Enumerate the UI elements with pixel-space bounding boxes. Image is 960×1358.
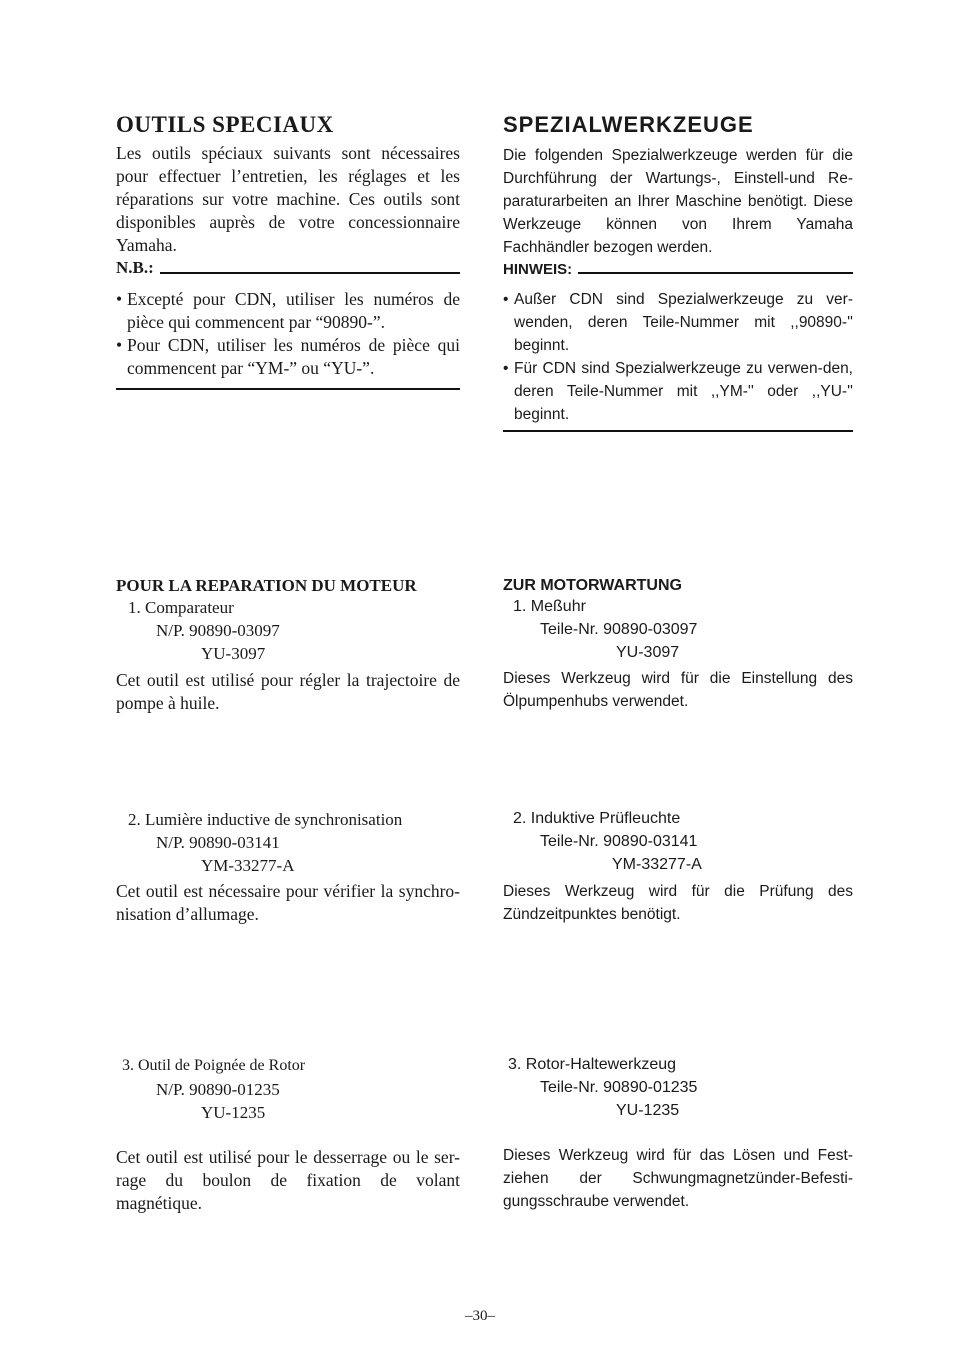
fr-page-title: OUTILS SPECIAUX (116, 112, 334, 137)
fr-intro-paragraph: Les outils spéciaux suivants sont nécessaires pour effectuer l’entretien, les réglages et les réparations sur votre machine. Ces outils sont disponibles auprès de votre concessionnaire Yamaha. (116, 143, 460, 255)
de-tool-name: 1. Meßuhr (513, 598, 586, 615)
de-note-item: • Für CDN sind Spezialwerkzeuge zu verwen-den, deren Teile-Nummer mit ,,YM-'' oder ,,YU-'' beginnt. (503, 357, 853, 426)
de-tool-description: Dieses Werkzeug wird für die Einstellung des Ölpumpenhubs verwendet. (503, 670, 853, 710)
fr-section-title: POUR LA REPARATION DU MOTEUR (116, 576, 417, 595)
fr-tool-alt-number: YU-1235 (201, 1103, 266, 1122)
de-tool-description: Dieses Werkzeug wird für die Prüfung des Zündzeitpunktes benötigt. (503, 883, 853, 923)
de-tool-name: 2. Induktive Prüfleuchte (513, 810, 681, 827)
fr-note-label: N.B.: (116, 258, 154, 277)
de-tool-alt-number: YU-1235 (616, 1102, 680, 1119)
de-intro-paragraph: Die folgenden Spezialwerkzeuge werden für die Durchführung der Wartungs-, Einstell-und Re-paraturarbeiten an Ihrer Maschine benötigt. Diese Werkzeuge können von Ihrem Yamaha Fachhändler bezogen werden. (503, 147, 853, 256)
fr-note-item: • Excepté pour CDN, utiliser les numéros de pièce qui commencent par “90890-”. (116, 288, 460, 334)
fr-tool-part-number: N/P. 90890-03097 (156, 621, 280, 640)
fr-tool-alt-number: YM-33277-A (201, 856, 295, 875)
de-note-item: • Außer CDN sind Spezialwerkzeuge zu ver-wenden, deren Teile-Nummer mit ,,90890-'' beginnt. (503, 288, 853, 357)
fr-tool-alt-number: YU-3097 (201, 644, 266, 663)
de-note-list (503, 288, 853, 426)
de-tool-part-number: Teile-Nr. 90890-03097 (540, 621, 698, 638)
fr-tool-name: 1. Comparateur (128, 598, 234, 617)
de-note-end-rule (503, 430, 853, 432)
fr-tool-description: Cet outil est utilisé pour régler la trajectoire de pompe à huile. (116, 670, 460, 713)
fr-tool-description: Cet outil est nécessaire pour vérifier la synchro-nisation d’allumage. (116, 881, 460, 924)
fr-note-item: • Pour CDN, utiliser les numéros de pièce qui commencent par “YM-” ou “YU-”. (116, 334, 460, 380)
de-note-label: HINWEIS: (503, 261, 573, 278)
page-number: –30– (465, 1308, 495, 1324)
fr-tool-part-number: N/P. 90890-01235 (156, 1080, 280, 1099)
de-section-title: ZUR MOTORWARTUNG (503, 577, 682, 594)
de-page-title: SPEZIALWERKZEUGE (503, 112, 754, 137)
fr-note-rule (160, 272, 460, 274)
fr-note-list (116, 288, 460, 380)
de-tool-part-number: Teile-Nr. 90890-01235 (540, 1079, 698, 1096)
fr-tool-description: Cet outil est utilisé pour le desserrage ou le ser-rage du boulon de fixation de volant magnétique. (116, 1147, 460, 1213)
de-tool-name: 3. Rotor-Haltewerkzeug (508, 1056, 677, 1073)
de-tool-description: Dieses Werkzeug wird für das Lösen und Fest-ziehen der Schwungmagnetzünder-Befesti-gungsschraube verwendet. (503, 1147, 853, 1210)
de-note-header (503, 261, 853, 278)
de-note-rule (578, 272, 853, 274)
fr-tool-part-number: N/P. 90890-03141 (156, 833, 280, 852)
fr-tool-name: 3. Outil de Poignée de Rotor (122, 1057, 306, 1074)
de-tool-alt-number: YU-3097 (616, 644, 680, 661)
fr-note-end-rule (116, 388, 460, 390)
fr-note-header (116, 258, 460, 278)
fr-tool-name: 2. Lumière inductive de synchronisation (128, 810, 403, 829)
de-tool-part-number: Teile-Nr. 90890-03141 (540, 833, 698, 850)
de-tool-alt-number: YM-33277-A (612, 856, 702, 873)
